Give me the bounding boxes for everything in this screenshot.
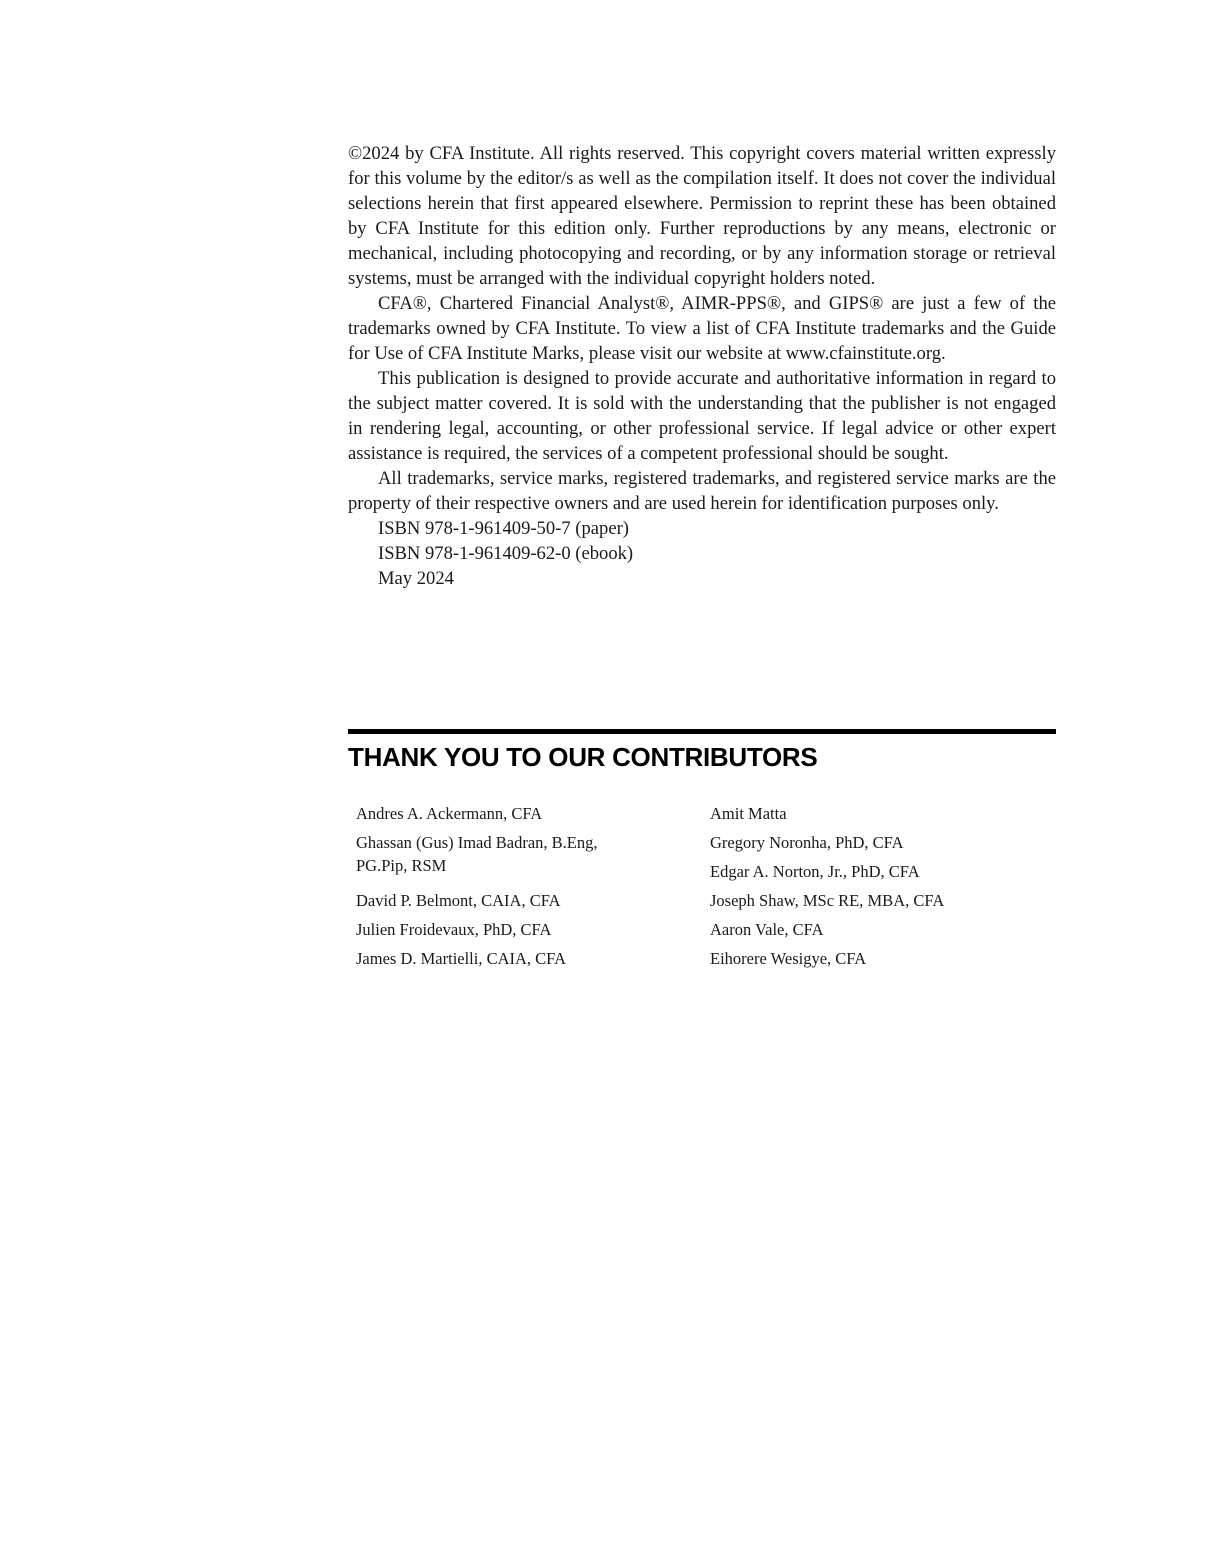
contributors-left-column	[356, 802, 656, 976]
contributor-name: Edgar A. Norton, Jr., PhD, CFA	[710, 862, 920, 881]
contributor-name: Eihorere Wesigye, CFA	[710, 949, 867, 968]
disclaimer-paragraph: This publication is designed to provide accurate and authoritative information in regard to the subject matter covered. It is sold with the understanding that the publisher is not engaged in rendering legal, accounting, or other professional service. If legal advice or other expert assistance is required, the services of a competent professional should be sought.	[348, 368, 1056, 464]
copyright-paragraph: ©2024 by CFA Institute. All rights reserved. This copyright covers material written expressly for this volume by the editor/s as well as the compilation itself. It does not cover the individual selections herein that first appeared elsewhere. Permission to reprint these has been obtained by CFA Institute for this edition only. Further reproductions by any means, electronic or mechanical, including photocopying and recording, or by any information storage or retrieval systems, must be arranged with the individual copyright holders noted.	[348, 143, 1056, 289]
section-divider	[348, 729, 1056, 734]
contributor-name: Andres A. Ackermann, CFA	[356, 804, 543, 823]
publication-date: May 2024	[378, 568, 454, 589]
contributor-name: James D. Martielli, CAIA, CFA	[356, 949, 567, 968]
contributor-name: Julien Froidevaux, PhD, CFA	[356, 920, 552, 939]
contributor-name: Amit Matta	[710, 804, 787, 823]
contributor-name: Aaron Vale, CFA	[710, 920, 824, 939]
marks-paragraph: All trademarks, service marks, registered trademarks, and registered service marks are the property of their respective owners and are used herein for identification purposes only.	[348, 468, 1056, 514]
contributor-name: Ghassan (Gus) Imad Badran, B.Eng, PG.Pip, RSM	[356, 833, 598, 875]
trademark-paragraph: CFA®, Chartered Financial Analyst®, AIMR-PPS®, and GIPS® are just a few of the trademarks owned by CFA Institute. To view a list of CFA Institute trademarks and the Guide for Use of CFA Institute Marks, please visit our website at www.cfainstitute.org.	[348, 293, 1056, 364]
contributors-heading: THANK YOU TO OUR CONTRIBUTORS	[348, 742, 818, 772]
contributor-name: Joseph Shaw, MSc RE, MBA, CFA	[710, 891, 945, 910]
contributor-name: David P. Belmont, CAIA, CFA	[356, 891, 561, 910]
copyright-notice	[348, 141, 1056, 591]
isbn-ebook: ISBN 978-1-961409-62-0 (ebook)	[378, 543, 634, 564]
contributors-right-column	[710, 802, 1050, 976]
contributor-name: Gregory Noronha, PhD, CFA	[710, 833, 904, 852]
isbn-paper: ISBN 978-1-961409-50-7 (paper)	[378, 518, 629, 539]
